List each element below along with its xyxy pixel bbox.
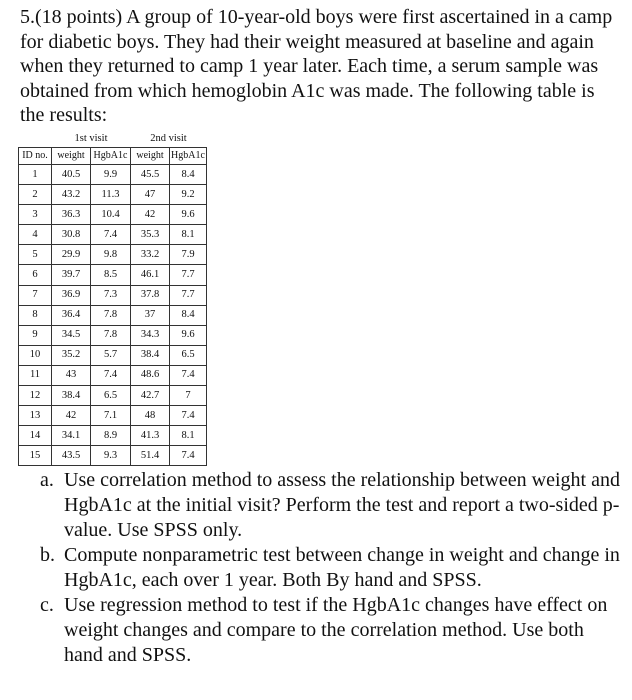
weight-1-cell: 34.1 bbox=[52, 426, 91, 446]
id-cell: 8 bbox=[19, 305, 52, 325]
question-text: Compute nonparametric test between change in weight and change in HgbA1c, each over 1 year. Both By hand and SPSS. bbox=[64, 544, 620, 591]
table-row bbox=[19, 245, 207, 265]
problem-intro: 5.(18 points) A group of 10-year-old boys were first ascertained in a camp for diabetic boys. They had their weight measured at baseline and again when they returned to camp 1 year later. Each time, a serum sample was obtained from which hemoglobin A1c was made. The following table is the results: bbox=[20, 6, 613, 126]
weight-2-cell: 42 bbox=[131, 205, 170, 225]
weight-1-cell: 29.9 bbox=[52, 245, 91, 265]
weight-1-cell: 36.9 bbox=[52, 285, 91, 305]
weight-1-cell: 36.3 bbox=[52, 205, 91, 225]
hgba1c-2-cell: 8.1 bbox=[170, 426, 207, 446]
hgba1c-2-cell: 9.6 bbox=[170, 205, 207, 225]
weight-2-cell: 33.2 bbox=[131, 245, 170, 265]
visit-header-row bbox=[19, 131, 207, 148]
hgba1c-2-cell: 7.4 bbox=[170, 365, 207, 385]
table-row bbox=[19, 205, 207, 225]
table-row bbox=[19, 185, 207, 205]
hgba1c-1-cell: 7.1 bbox=[91, 406, 131, 426]
visit-2-header: 2nd visit bbox=[150, 133, 187, 144]
weight-1-cell: 36.4 bbox=[52, 305, 91, 325]
id-cell: 9 bbox=[19, 325, 52, 345]
column-header-row bbox=[19, 148, 207, 165]
hgba1c-2-cell: 8.1 bbox=[170, 225, 207, 245]
weight-1-cell: 39.7 bbox=[52, 265, 91, 285]
hgba1c-1-cell: 7.8 bbox=[91, 325, 131, 345]
table-row bbox=[19, 365, 207, 385]
hgba1c-2-cell: 8.4 bbox=[170, 165, 207, 185]
visit-1-header: 1st visit bbox=[74, 133, 108, 144]
question-item bbox=[40, 593, 625, 668]
id-cell: 7 bbox=[19, 285, 52, 305]
id-cell: 13 bbox=[19, 406, 52, 426]
weight-2-cell: 45.5 bbox=[131, 165, 170, 185]
table-row bbox=[19, 265, 207, 285]
hgba1c-1-cell: 9.9 bbox=[91, 165, 131, 185]
hgba1c-1-cell: 7.4 bbox=[91, 365, 131, 385]
weight-2-cell: 34.3 bbox=[131, 325, 170, 345]
weight-2-cell: 38.4 bbox=[131, 345, 170, 365]
table-row bbox=[19, 285, 207, 305]
question-letter: b. bbox=[40, 544, 55, 566]
hgba1c-2-cell: 7 bbox=[170, 386, 207, 406]
weight-1-cell: 42 bbox=[52, 406, 91, 426]
weight-1-cell: 43 bbox=[52, 365, 91, 385]
id-cell: 10 bbox=[19, 345, 52, 365]
table-row bbox=[19, 406, 207, 426]
column-header-hgba1c-1: HgbA1c bbox=[91, 148, 131, 165]
hgba1c-1-cell: 7.4 bbox=[91, 225, 131, 245]
weight-2-cell: 37.8 bbox=[131, 285, 170, 305]
data-table bbox=[18, 131, 207, 466]
table-row bbox=[19, 305, 207, 325]
weight-2-cell: 37 bbox=[131, 305, 170, 325]
question-letter: a. bbox=[40, 469, 54, 491]
weight-1-cell: 43.5 bbox=[52, 446, 91, 466]
weight-1-cell: 38.4 bbox=[52, 386, 91, 406]
table-row bbox=[19, 345, 207, 365]
table-body bbox=[19, 165, 207, 466]
id-cell: 14 bbox=[19, 426, 52, 446]
question-text: Use correlation method to assess the relationship between weight and HgbA1c at the initial visit? Perform the test and report a two-sided p-value. Use SPSS only. bbox=[64, 469, 620, 541]
question-item bbox=[40, 468, 625, 543]
id-cell: 2 bbox=[19, 185, 52, 205]
hgba1c-1-cell: 11.3 bbox=[91, 185, 131, 205]
weight-2-cell: 47 bbox=[131, 185, 170, 205]
hgba1c-1-cell: 9.3 bbox=[91, 446, 131, 466]
hgba1c-2-cell: 7.4 bbox=[170, 406, 207, 426]
weight-2-cell: 48 bbox=[131, 406, 170, 426]
hgba1c-2-cell: 7.4 bbox=[170, 446, 207, 466]
column-header-id: ID no. bbox=[19, 148, 52, 165]
hgba1c-2-cell: 7.7 bbox=[170, 285, 207, 305]
id-cell: 12 bbox=[19, 386, 52, 406]
hgba1c-1-cell: 8.5 bbox=[91, 265, 131, 285]
table-row bbox=[19, 446, 207, 466]
hgba1c-2-cell: 6.5 bbox=[170, 345, 207, 365]
table-row bbox=[19, 386, 207, 406]
hgba1c-1-cell: 6.5 bbox=[91, 386, 131, 406]
hgba1c-1-cell: 10.4 bbox=[91, 205, 131, 225]
weight-2-cell: 35.3 bbox=[131, 225, 170, 245]
weight-1-cell: 35.2 bbox=[52, 345, 91, 365]
hgba1c-2-cell: 9.2 bbox=[170, 185, 207, 205]
hgba1c-2-cell: 7.9 bbox=[170, 245, 207, 265]
id-cell: 15 bbox=[19, 446, 52, 466]
table-row bbox=[19, 225, 207, 245]
table-row bbox=[19, 165, 207, 185]
weight-2-cell: 41.3 bbox=[131, 426, 170, 446]
hgba1c-2-cell: 9.6 bbox=[170, 325, 207, 345]
weight-1-cell: 40.5 bbox=[52, 165, 91, 185]
weight-1-cell: 30.8 bbox=[52, 225, 91, 245]
weight-2-cell: 48.6 bbox=[131, 365, 170, 385]
weight-2-cell: 46.1 bbox=[131, 265, 170, 285]
question-item bbox=[40, 543, 625, 593]
table-row bbox=[19, 325, 207, 345]
hgba1c-2-cell: 7.7 bbox=[170, 265, 207, 285]
id-cell: 4 bbox=[19, 225, 52, 245]
question-letter: c. bbox=[40, 594, 54, 616]
hgba1c-1-cell: 7.3 bbox=[91, 285, 131, 305]
id-cell: 3 bbox=[19, 205, 52, 225]
id-cell: 11 bbox=[19, 365, 52, 385]
id-cell: 6 bbox=[19, 265, 52, 285]
question-list bbox=[40, 468, 625, 668]
visit-header-spacer bbox=[19, 131, 52, 148]
id-cell: 1 bbox=[19, 165, 52, 185]
weight-2-cell: 51.4 bbox=[131, 446, 170, 466]
hgba1c-1-cell: 7.8 bbox=[91, 305, 131, 325]
weight-1-cell: 34.5 bbox=[52, 325, 91, 345]
column-header-hgba1c-2: HgbA1c bbox=[170, 148, 207, 165]
hgba1c-2-cell: 8.4 bbox=[170, 305, 207, 325]
hgba1c-1-cell: 9.8 bbox=[91, 245, 131, 265]
hgba1c-1-cell: 5.7 bbox=[91, 345, 131, 365]
weight-2-cell: 42.7 bbox=[131, 386, 170, 406]
table-row bbox=[19, 426, 207, 446]
column-header-weight-1: weight bbox=[52, 148, 91, 165]
question-text: Use regression method to test if the HgbA1c changes have effect on weight changes and compare to the correlation method. Use both hand and SPSS. bbox=[64, 594, 608, 666]
column-header-weight-2: weight bbox=[131, 148, 170, 165]
weight-1-cell: 43.2 bbox=[52, 185, 91, 205]
id-cell: 5 bbox=[19, 245, 52, 265]
hgba1c-1-cell: 8.9 bbox=[91, 426, 131, 446]
